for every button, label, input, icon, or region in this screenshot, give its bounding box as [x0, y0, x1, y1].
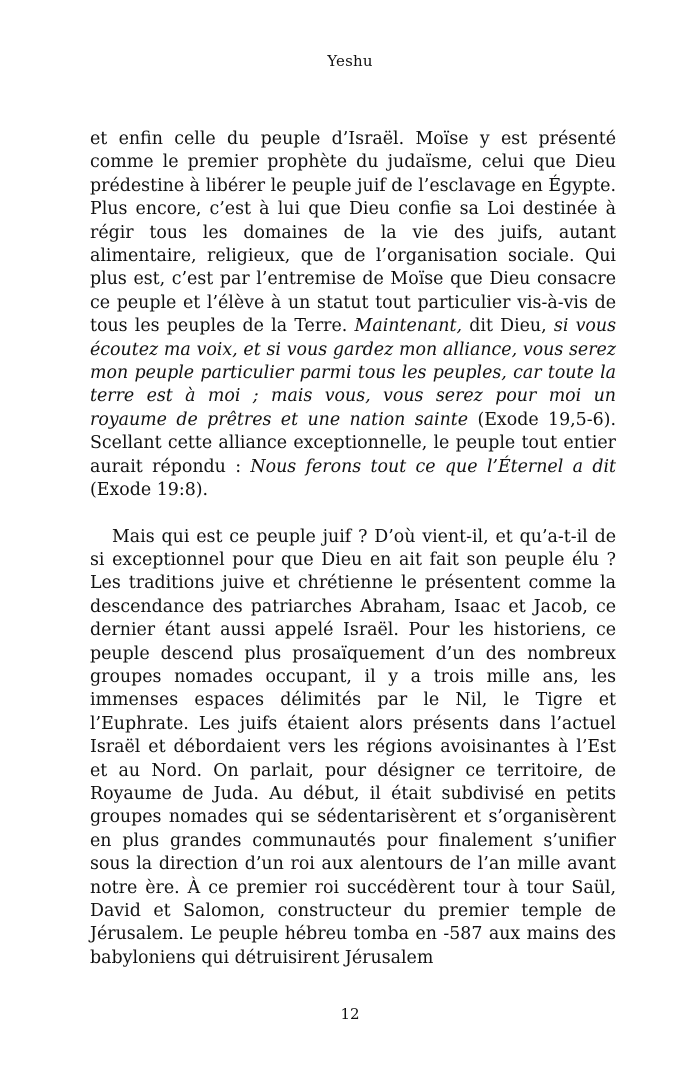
quote-maintenant: Maintenant,	[354, 316, 463, 337]
paragraph-1-text-d: (Exode 19:8).	[90, 480, 209, 501]
paragraph-1	[90, 128, 616, 503]
paragraph-1-text-c: (Exode 19,5-6). Scellant cette alliance exceptionnelle, le peuple tout entier aurait répondu :	[90, 409, 616, 477]
paragraph-1-text-a: et enfin celle du peuple d’Israël. Moïse y est présenté comme le premier prophète du judaïsme, celui que Dieu prédestine à libérer le peuple juif de l’esclavage en Égypte. Plus encore, c’est à lui que Dieu confie sa Loi destinée à régir tous les domaines de la vie des juifs, autant alimentaire, religieux, que de l’organisation sociale. Qui plus est, c’est par l’entremise de Moïse que Dieu consacre ce peuple et l’élève à un statut tout particulier vis-à-vis de tous les peuples de la Terre.	[90, 129, 616, 337]
quote-nous-ferons: Nous ferons tout ce que l’Éternel a dit	[250, 456, 617, 477]
running-head-title: Yeshu	[327, 52, 373, 70]
page-number: 12	[340, 1005, 360, 1023]
paragraph-2: Mais qui est ce peuple juif ? D’où vient-il, et qu’a-t-il de si exceptionnel pour que Dieu en ait fait son peuple élu ? Les traditions juive et chrétienne le présentent comme la descendance des patriarches Abraham, Isaac et Jacob, ce dernier étant aussi appelé Israël. Pour les historiens, ce peuple descend plus prosaïquement d’un des nombreux groupes nomades occupant, il y a trois mille ans, les immenses espaces délimités par le Nil, le Tigre et l’Euphrate. Les juifs étaient alors présents dans l’actuel Israël et débordaient vers les régions avoisinantes à l’Est et au Nord. On parlait, pour désigner ce territoire, de Royaume de Juda. Au début, il était subdivisé en petits groupes nomades qui se sédentarisèrent et s’organisèrent en plus grandes communautés pour finalement s’unifier sous la direction d’un roi aux alentours de l’an mille avant notre ère. À ce premier roi succédèrent tour à tour Saül, David et Salomon, constructeur du premier temple de Jérusalem. Le peuple hébreu tomba en -587 aux mains des babyloniens qui détruisirent Jérusalem	[90, 526, 616, 968]
paragraph-1-text-b: dit Dieu,	[462, 316, 554, 337]
body-text	[90, 128, 616, 970]
quote-alliance: si vous écoutez ma voix, et si vous gardez mon alliance, vous serez mon peuple particulier parmi tous les peuples, car toute la terre est à moi ; mais vous, vous serez pour moi un royaume de prêtres et une nation sainte	[90, 316, 617, 430]
